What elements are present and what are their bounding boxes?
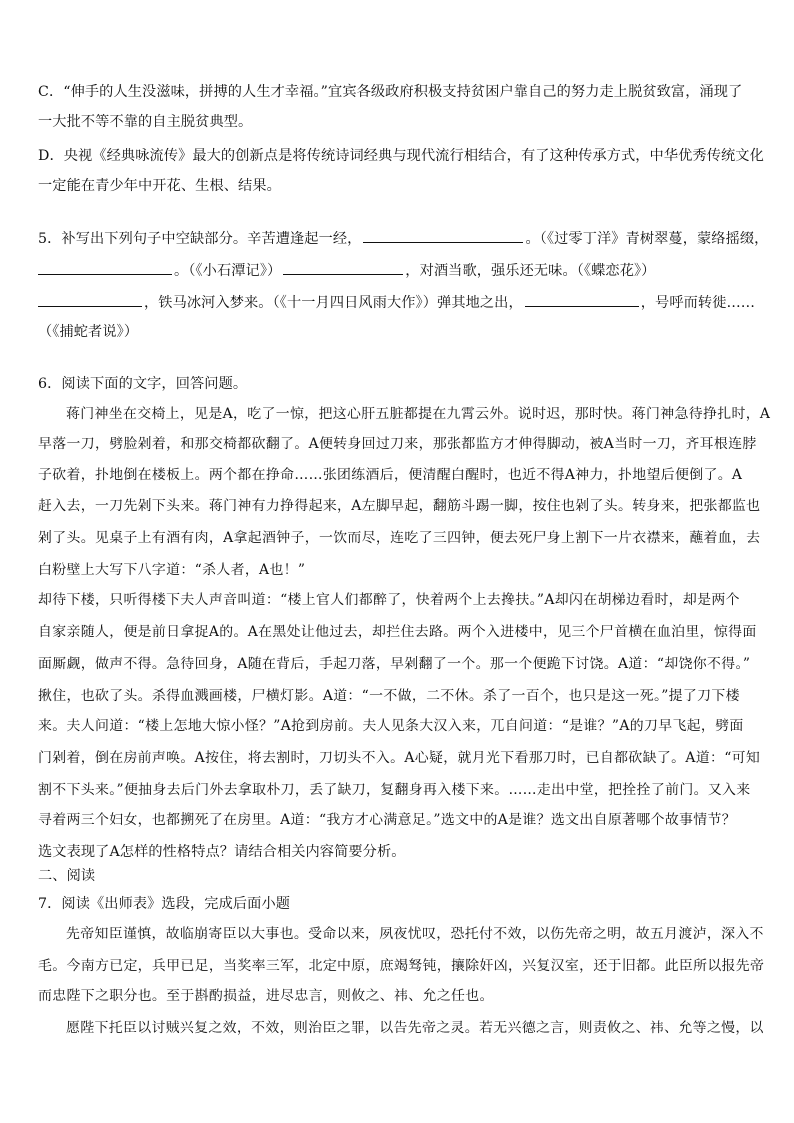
- q6-p1-line: 蒋门神坐在交椅上，见是A，吃了一惊，把这心肝五脏都提在九霄云外。说时迟，那时快。蒋门神急待挣扎时，A: [66, 406, 771, 422]
- q6-p1-line: 子砍着，扑地倒在楼板上。两个都在挣命……张团练酒后，便清醒白醒时，也近不得A神力，扑地望后便倒了。A: [38, 467, 743, 483]
- q4-option-c-line1: C．“伸手的人生没滋味，拼搏的人生才幸福。”宜宾各级政府积极支持贫困户靠自己的努力走上脱贫致富，涌现了: [38, 84, 743, 100]
- q6-title: 6．阅读下面的文字，回答问题。: [38, 376, 248, 392]
- answer-blank-5[interactable]: [525, 292, 639, 307]
- q7-p2-line: 愿陛下托臣以讨贼兴复之效，不效，则治臣之罪，以告先帝之灵。若无兴德之言，则责攸之、祎、允等之慢，以: [66, 1020, 764, 1036]
- q6-p2-line: 自家亲随人，便是前日拿捉A的。A在黑处让他过去，却拦住去路。两个入进楼中，见三个尸首横在血泊里，惊得面: [38, 624, 757, 640]
- q4-option-d-line1: D．央视《经典咏流传》最大的创新点是将传统诗词经典与现代流行相结合，有了这种传承方式，中华优秀传统文化: [38, 148, 764, 164]
- q6-p2-line: 面厮觑，做声不得。急待回身，A随在背后，手起刀落，早剁翻了一个。那一个便跪下讨饶。A道：“却饶你不得。”: [38, 656, 751, 672]
- answer-blank-4[interactable]: [38, 292, 142, 307]
- q5-text-3: 。（《小石潭记》）: [174, 263, 282, 279]
- q6-p2-line: 门剁着，倒在房前声唤。A按住，将去割时，刀切头不入。A心疑，就月光下看那刀时，已自都砍缺了。A道：“可知: [38, 750, 761, 766]
- q7-p1-line: 毛。今南方已定，兵甲已足，当奖率三军，北定中原，庶竭驽钝，攘除奸凶，兴复汉室，还于旧都。此臣所以报先帝: [38, 958, 765, 974]
- q5-text-6: ，号呼而转徙……: [640, 295, 756, 311]
- q5-line1: [38, 228, 768, 249]
- q5-line3: [38, 292, 755, 313]
- q6-p2-line: 割不下头来。”便抽身去后门外去拿取朴刀，丢了缺刀，复翻身再入楼下来。……走出中堂，把拴拴了前门。又入来: [38, 782, 751, 798]
- q5-line4: （《捕蛇者说》）: [38, 324, 139, 340]
- q4-option-c-line2: 一大批不等不靠的自主脱贫典型。: [38, 114, 253, 130]
- q6-p1-line: 赶入去，一刀先剁下头来。蒋门神有力挣得起来，A左脚早起，翻筋斗踢一脚，按住也剁了头。转身来，把张都监也: [38, 498, 761, 514]
- q5-text-4: ，对酒当歌，强乐还无味。（《蝶恋花》）: [405, 263, 656, 279]
- section-title: 二、阅读: [38, 868, 96, 884]
- q5-text-1: 5．补写出下列句子中空缺部分。辛苦遭逢起一经，: [38, 231, 362, 247]
- q6-p2-line: 揪住，也砍了头。杀得血溅画楼，尸横灯影。A道：“一不做，二不休。杀了一百个，也只是这一死。”提了刀下楼: [38, 688, 740, 704]
- q5-line2: [38, 260, 655, 281]
- q6-p2-line: 来。夫人问道：“楼上怎地大惊小怪？”A抢到房前。夫人见条大汉入来，兀自问道：“是谁？”A的刀早飞起，劈面: [38, 718, 744, 734]
- q6-p1-line: 白粉壁上大写下八字道：“杀人者，A也！”: [38, 562, 306, 578]
- answer-blank-1[interactable]: [363, 228, 523, 243]
- q7-title: 7．阅读《出师表》选段，完成后面小题: [38, 896, 291, 912]
- q6-p2-line: 却待下楼，只听得楼下夫人声音叫道：“楼上官人们都醉了，快着两个上去搀扶。”A却闪在胡梯边看时，却是两个: [38, 592, 740, 608]
- q7-p1-line: 先帝知臣谨慎，故临崩寄臣以大事也。受命以来，夙夜忧叹，恐托付不效，以伤先帝之明，故五月渡泸，深入不: [66, 926, 764, 942]
- answer-blank-3[interactable]: [283, 260, 403, 275]
- q6-p1-line: 早落一刀，劈脸剁着，和那交椅都砍翻了。A便转身回过刀来，那张都监方才伸得脚动，被A当时一刀，齐耳根连脖: [38, 436, 757, 452]
- answer-blank-2[interactable]: [38, 260, 172, 275]
- q5-text-2: 。（《过零丁洋》青树翠蔓，蒙络摇缀，: [525, 231, 769, 247]
- q7-p1-line: 而忠陛下之职分也。至于斟酌损益，进尽忠言，则攸之、祎、允之任也。: [38, 988, 494, 1004]
- q6-p1-line: 剁了头。见桌子上有酒有肉，A拿起酒钟子，一饮而尽，连吃了三四钟，便去死尸身上割下一片衣襟来，蘸着血，去: [38, 530, 761, 546]
- q5-text-5: ，铁马冰河入梦来。（《十一月四日风雨大作》）弹其地之出，: [144, 295, 523, 311]
- q4-option-d-line2: 一定能在青少年中开花、生根、结果。: [38, 178, 281, 194]
- q6-question-line: 选文表现了A怎样的性格特点？请结合相关内容简要分析。: [38, 844, 406, 860]
- q6-p2-line: 寻着两三个妇女，也都搠死了在房里。A道：“我方才心满意足。”选文中的A是谁？选文出自原著哪个故事情节？: [38, 812, 737, 828]
